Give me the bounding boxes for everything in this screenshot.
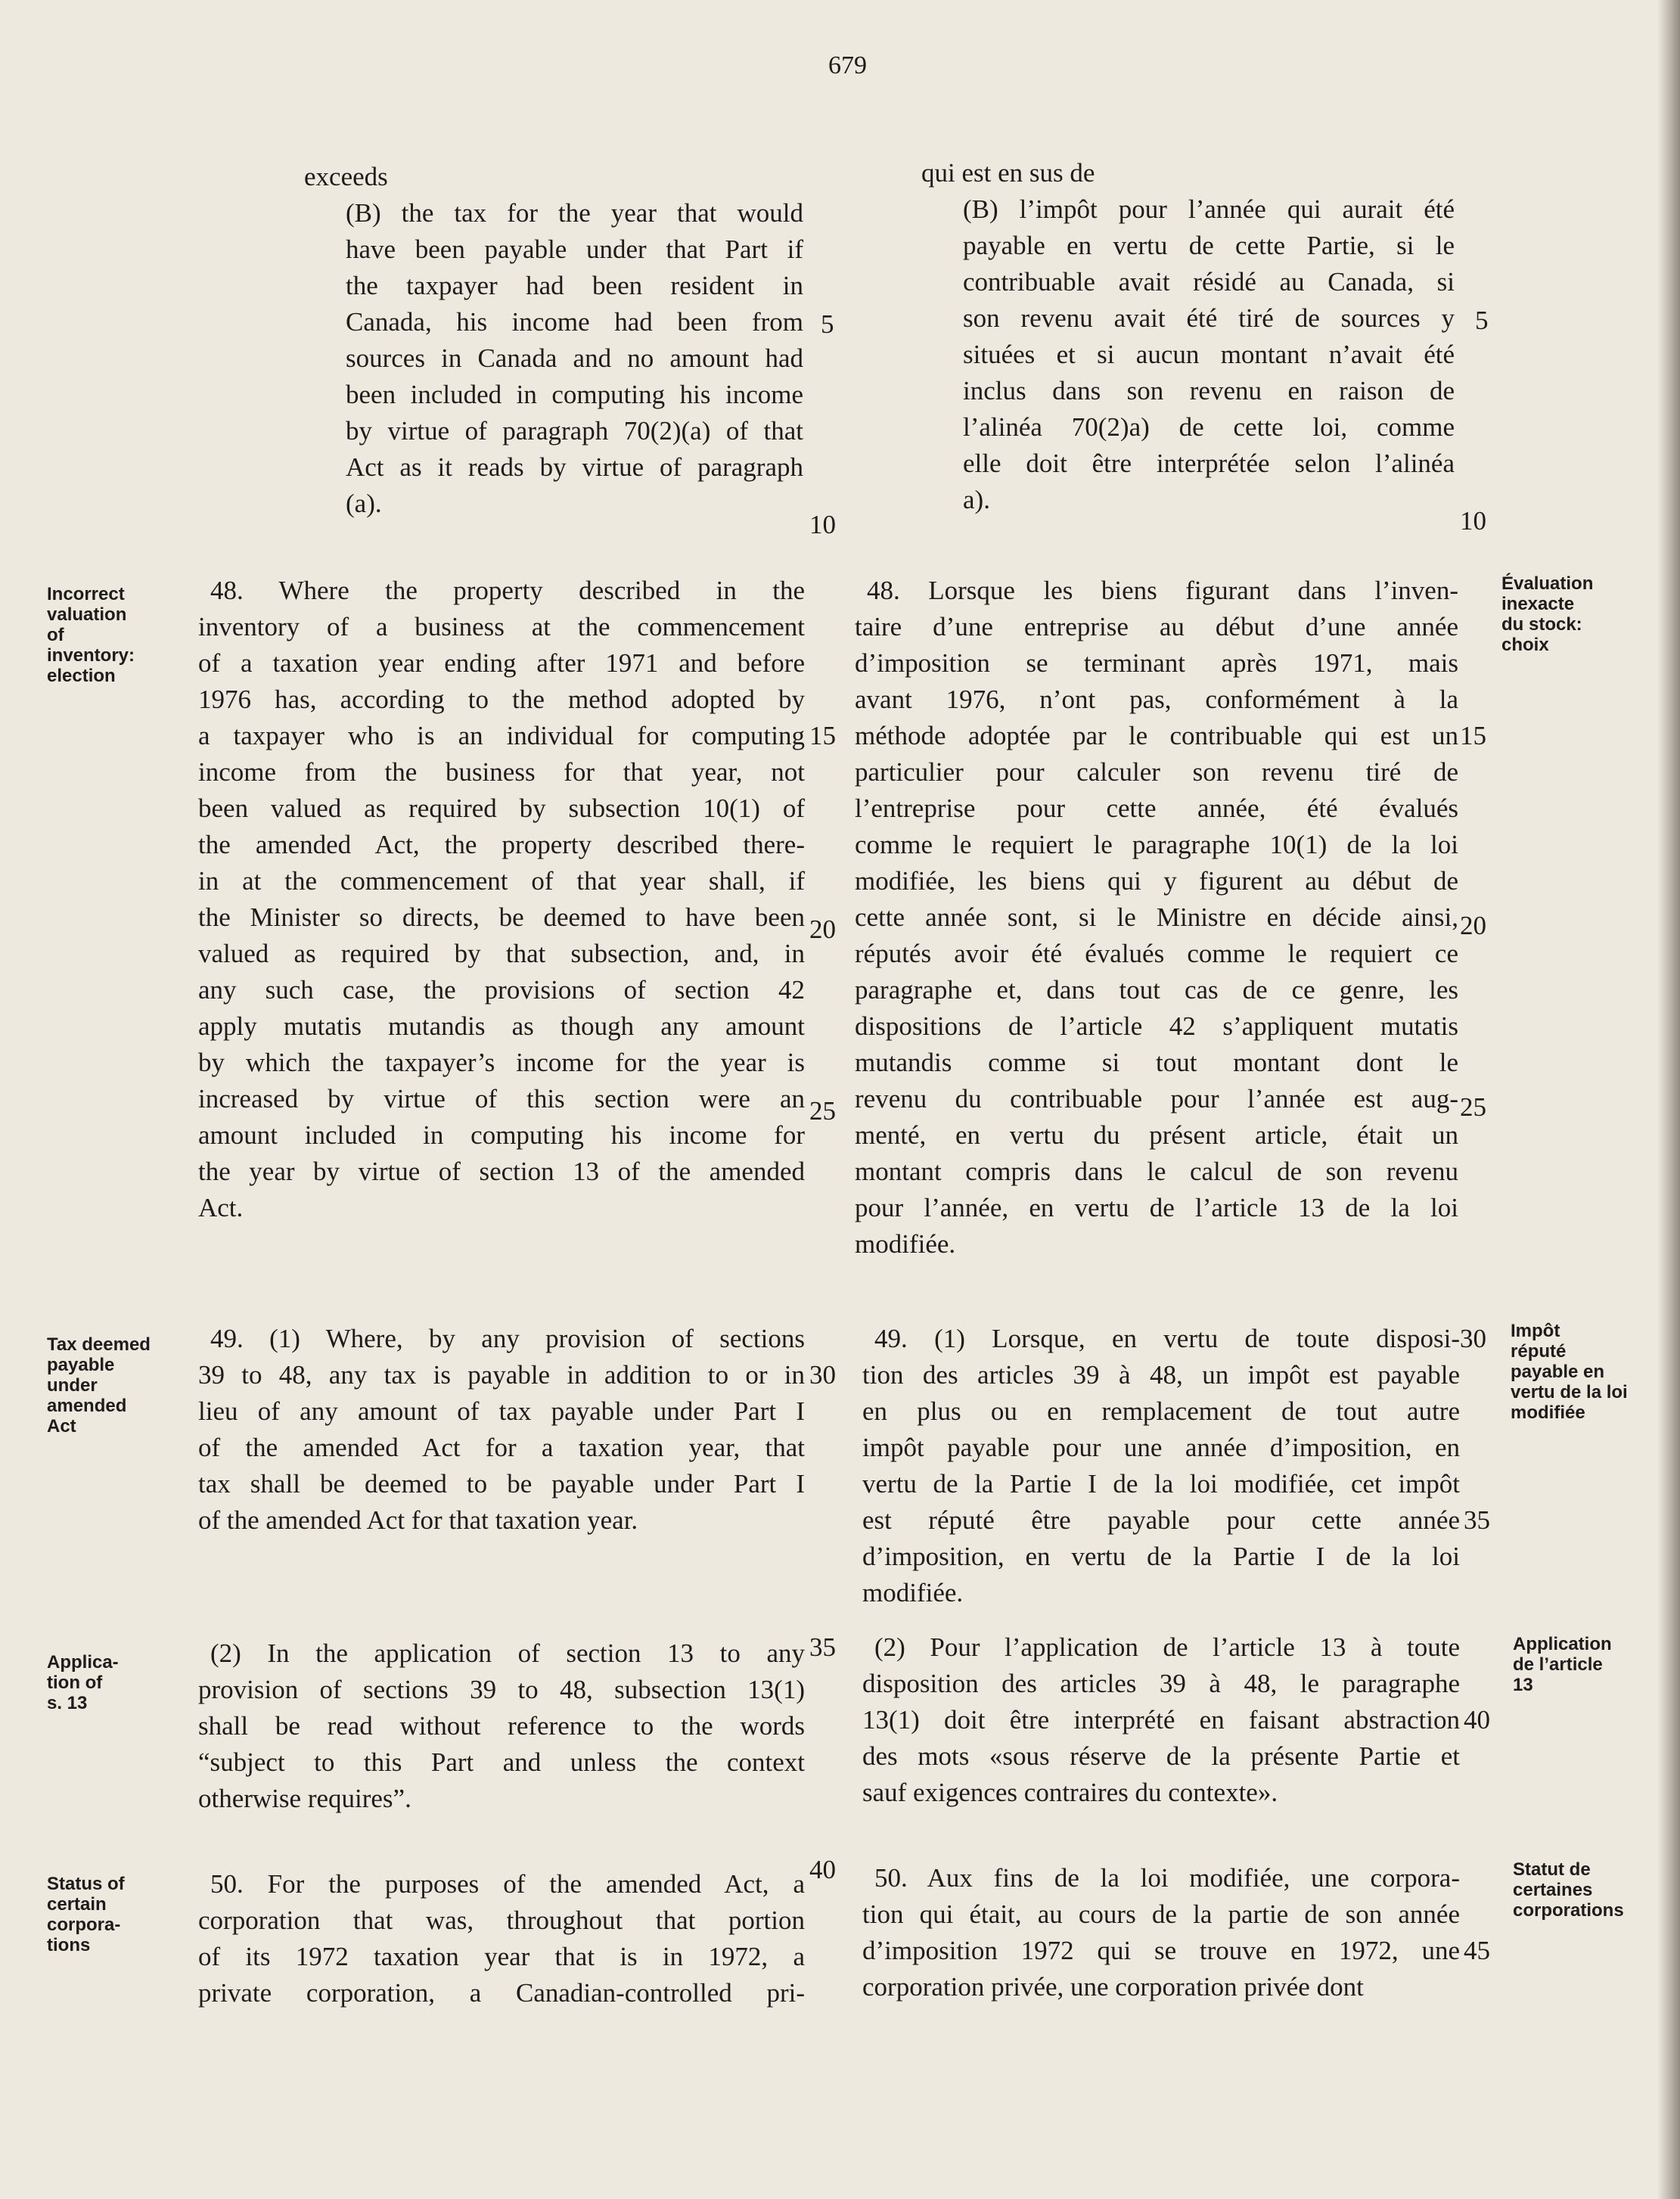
margin-note-line: Status of <box>47 1874 125 1894</box>
text-line: revenu du contribuable pour l’année est aug- <box>855 1084 1458 1113</box>
margin-note-line: Incorrect <box>47 584 125 604</box>
margin-note-m-application-fr <box>1513 1634 1612 1695</box>
text-line: situées et si aucun montant n’avait été <box>963 340 1455 369</box>
text-line: 50. Aux fins de la loi modifiée, une corpora- <box>874 1863 1460 1893</box>
margin-note-line: inexacte <box>1501 594 1575 614</box>
text-line: inventory of a business at the commencement <box>198 612 805 641</box>
text-line: corporation privée, une corporation privée dont <box>862 1972 1364 2002</box>
text-line: d’imposition, en vertu de la Partie I de la loi <box>862 1542 1460 1571</box>
text-line: 13(1) doit être interprété en faisant abstraction <box>862 1705 1460 1735</box>
margin-note-line: du stock: <box>1501 614 1582 635</box>
margin-note-line: choix <box>1501 635 1549 655</box>
text-line: son revenu avait été tiré de sources y <box>963 303 1455 333</box>
text-line: taire d’une entreprise au début d’une année <box>855 612 1458 641</box>
text-line: increased by virtue of this section were an <box>198 1084 805 1113</box>
text-line: of a taxation year ending after 1971 and before <box>198 648 805 678</box>
text-line: the amended Act, the property described there- <box>198 830 805 859</box>
text-line: exceeds <box>304 162 388 191</box>
line-number: 10 <box>1460 506 1486 536</box>
text-line: (B) the tax for the year that would <box>346 198 803 228</box>
text-line: a taxpayer who is an individual for computing <box>198 721 805 750</box>
text-line: 49. (1) Where, by any provision of sections <box>210 1324 805 1353</box>
line-number: 30 <box>809 1360 836 1390</box>
text-line: tax shall be deemed to be payable under Part I <box>198 1469 805 1499</box>
text-line: 39 to 48, any tax is payable in addition to or in <box>198 1360 805 1390</box>
margin-note-line: s. 13 <box>47 1693 88 1713</box>
margin-note-line: of <box>47 625 64 645</box>
margin-note-line: tion of <box>47 1673 103 1693</box>
margin-note-line: corpora- <box>47 1915 121 1935</box>
text-line: amount included in computing his income for <box>198 1120 805 1150</box>
line-number: 25 <box>1460 1092 1486 1122</box>
text-line: modifiée. <box>862 1578 964 1607</box>
text-line: menté, en vertu du présent article, était un <box>855 1120 1458 1150</box>
text-line: en plus ou en remplacement de tout autre <box>862 1396 1460 1426</box>
text-line: valued as required by that subsection, and, in <box>198 939 805 968</box>
text-line: (2) In the application of section 13 to any <box>210 1638 805 1668</box>
text-line: cette année sont, si le Ministre en décide ainsi, <box>855 902 1458 932</box>
text-line: elle doit être interprétée selon l’alinéa <box>963 449 1455 478</box>
margin-note-line: corporations <box>1513 1900 1624 1921</box>
line-number: 35 <box>809 1632 836 1662</box>
text-line: 1976 has, according to the method adopted by <box>198 685 805 714</box>
text-block-b-en-49-1 <box>198 1321 805 1539</box>
text-line: des mots «sous réserve de la présente Partie et <box>862 1741 1460 1771</box>
text-line: l’alinéa 70(2)a) de cette loi, comme <box>963 412 1455 442</box>
text-line: l’entreprise pour cette année, été évalués <box>855 794 1458 823</box>
text-line: d’imposition 1972 qui se trouve en 1972, une <box>862 1936 1460 1965</box>
text-line: of the amended Act for a taxation year, that <box>198 1433 805 1462</box>
text-line: paragraphe et, dans tout cas de ce genre, les <box>855 975 1458 1005</box>
text-line: 50. For the purposes of the amended Act, a <box>210 1869 805 1899</box>
text-line: apply mutatis mutandis as though any amount <box>198 1011 805 1041</box>
text-line: mutandis comme si tout montant dont le <box>855 1048 1458 1077</box>
text-line: modifiée. <box>855 1229 956 1259</box>
margin-note-line: Statut de <box>1513 1859 1591 1880</box>
text-block-b-en-48 <box>198 573 805 1226</box>
text-block-b-fr-49-1 <box>862 1321 1460 1611</box>
margin-note-line: Tax deemed <box>47 1334 151 1355</box>
margin-note-line: modifiée <box>1511 1402 1585 1423</box>
text-line: (2) Pour l’application de l’article 13 à toute <box>874 1632 1460 1662</box>
text-line: “subject to this Part and unless the context <box>198 1747 805 1777</box>
text-line: by which the taxpayer’s income for the year is <box>198 1048 805 1077</box>
text-line: provision of sections 39 to 48, subsection 13(1) <box>198 1675 805 1704</box>
text-line: sources in Canada and no amount had <box>346 343 803 373</box>
text-line: payable en vertu de cette Partie, si le <box>963 231 1455 260</box>
text-line: tion qui était, au cours de la partie de son année <box>862 1899 1460 1929</box>
margin-note-line: inventory: <box>47 645 135 666</box>
text-line: montant compris dans le calcul de son revenu <box>855 1157 1458 1186</box>
text-block-b-en-50 <box>198 1866 805 2011</box>
margin-note-line: tions <box>47 1935 91 1955</box>
text-line: corporation that was, throughout that portion <box>198 1905 805 1935</box>
text-line: the taxpayer had been resident in <box>346 271 803 300</box>
text-block-b-fr-1 <box>921 155 1455 518</box>
margin-note-line: payable en <box>1511 1362 1605 1382</box>
margin-note-line: amended <box>47 1396 127 1416</box>
page-number: 679 <box>828 51 867 79</box>
text-line: pour l’année, en vertu de l’article 13 de la loi <box>855 1193 1458 1222</box>
margin-note-line: Évaluation <box>1501 573 1594 594</box>
text-line: est réputé être payable pour cette année <box>862 1505 1460 1535</box>
text-line: Canada, his income had been from <box>346 307 803 337</box>
text-line: inclus dans son revenu en raison de <box>963 376 1455 405</box>
text-line: otherwise requires”. <box>198 1784 411 1813</box>
margin-note-line: valuation <box>47 604 127 625</box>
text-line: the year by virtue of section 13 of the amended <box>198 1157 805 1186</box>
margin-note-m-evaluation <box>1501 573 1593 655</box>
margin-note-m-impot <box>1511 1321 1628 1423</box>
margin-note-m-incorrect <box>47 584 135 686</box>
margin-note-line: payable <box>47 1355 115 1375</box>
text-block-b-fr-50 <box>862 1860 1460 2005</box>
margin-note-m-status <box>47 1874 125 1955</box>
margin-note-line: Application <box>1513 1634 1612 1654</box>
margin-note-line: 13 <box>1513 1675 1533 1695</box>
margin-note-m-tax-deemed <box>47 1334 151 1436</box>
line-number: 25 <box>809 1096 836 1126</box>
line-number: 30 <box>1460 1324 1486 1353</box>
text-line: shall be read without reference to the words <box>198 1711 805 1741</box>
line-number: 15 <box>1460 721 1486 750</box>
text-line: (B) l’impôt pour l’année qui aurait été <box>963 194 1455 224</box>
line-number: 5 <box>821 309 834 339</box>
margin-note-line: réputé <box>1511 1341 1567 1362</box>
text-line: 49. (1) Lorsque, en vertu de toute disposi- <box>874 1324 1460 1353</box>
text-line: 48. Lorsque les biens figurant dans l’inven- <box>867 576 1458 605</box>
margin-note-line: Applica- <box>47 1652 119 1673</box>
text-line: have been payable under that Part if <box>346 234 803 264</box>
margin-note-line: election <box>47 666 116 686</box>
text-line: lieu of any amount of tax payable under Part I <box>198 1396 805 1426</box>
text-line: been included in computing his income <box>346 380 803 409</box>
text-line: income from the business for that year, not <box>198 757 805 787</box>
text-block-b-fr-48 <box>855 573 1458 1263</box>
margin-note-line: de l’article <box>1513 1654 1603 1675</box>
line-number: 40 <box>1464 1705 1490 1735</box>
text-line: been valued as required by subsection 10(1) of <box>198 794 805 823</box>
line-number: 5 <box>1475 306 1489 335</box>
margin-note-m-statut <box>1513 1859 1624 1921</box>
text-line: 48. Where the property described in the <box>210 576 805 605</box>
text-line: qui est en sus de <box>921 158 1095 188</box>
text-line: vertu de la Partie I de la loi modifiée, cet impôt <box>862 1469 1460 1499</box>
line-number: 10 <box>809 510 836 539</box>
text-block-b-en-1 <box>304 159 803 522</box>
text-line: in at the commencement of that year shall, if <box>198 866 805 896</box>
text-line: avant 1976, n’ont pas, conformément à la <box>855 685 1458 714</box>
text-line: Act as it reads by virtue of paragraph <box>346 452 803 482</box>
text-line: impôt payable pour une année d’imposition, en <box>862 1433 1460 1462</box>
text-line: the Minister so directs, be deemed to have been <box>198 902 805 932</box>
text-line: any such case, the provisions of section 42 <box>198 975 805 1005</box>
text-line: of the amended Act for that taxation year. <box>198 1505 638 1535</box>
text-line: tion des articles 39 à 48, un impôt est payable <box>862 1360 1460 1390</box>
margin-note-line: certaines <box>1513 1880 1593 1900</box>
text-line: dispositions de l’article 42 s’appliquent mutatis <box>855 1011 1458 1041</box>
text-block-b-en-49-2 <box>198 1635 805 1817</box>
text-line: comme le requiert le paragraphe 10(1) de la loi <box>855 830 1458 859</box>
margin-note-m-application-en <box>47 1652 119 1713</box>
text-line: particulier pour calculer son revenu tiré de <box>855 757 1458 787</box>
text-block-b-fr-49-2 <box>862 1629 1460 1811</box>
margin-note-line: certain <box>47 1894 107 1915</box>
line-number: 20 <box>1460 911 1486 940</box>
text-line: Act. <box>198 1193 244 1222</box>
margin-note-line: Impôt <box>1511 1321 1560 1341</box>
text-line: (a). <box>346 489 382 518</box>
text-line: méthode adoptée par le contribuable qui est un <box>855 721 1458 750</box>
text-line: a). <box>963 485 990 514</box>
margin-note-line: vertu de la loi <box>1511 1382 1628 1402</box>
page-edge-shadow <box>1657 0 1680 2199</box>
text-line: modifiée, les biens qui y figurent au début de <box>855 866 1458 896</box>
text-line: by virtue of paragraph 70(2)(a) of that <box>346 416 803 446</box>
line-number: 40 <box>809 1855 836 1884</box>
text-line: disposition des articles 39 à 48, le paragraphe <box>862 1669 1460 1698</box>
line-number: 15 <box>809 721 836 750</box>
text-line: sauf exigences contraires du contexte». <box>862 1778 1278 1807</box>
text-line: of its 1972 taxation year that is in 1972, a <box>198 1942 805 1971</box>
line-number: 45 <box>1464 1936 1490 1965</box>
text-line: private corporation, a Canadian-controlled pri- <box>198 1978 805 2008</box>
margin-note-line: Act <box>47 1416 76 1436</box>
line-number: 20 <box>809 915 836 944</box>
margin-note-line: under <box>47 1375 98 1396</box>
text-line: réputés avoir été évalués comme le requiert ce <box>855 939 1458 968</box>
text-line: d’imposition se terminant après 1971, mais <box>855 648 1458 678</box>
text-line: contribuable avait résidé au Canada, si <box>963 267 1455 297</box>
line-number: 35 <box>1464 1505 1490 1535</box>
